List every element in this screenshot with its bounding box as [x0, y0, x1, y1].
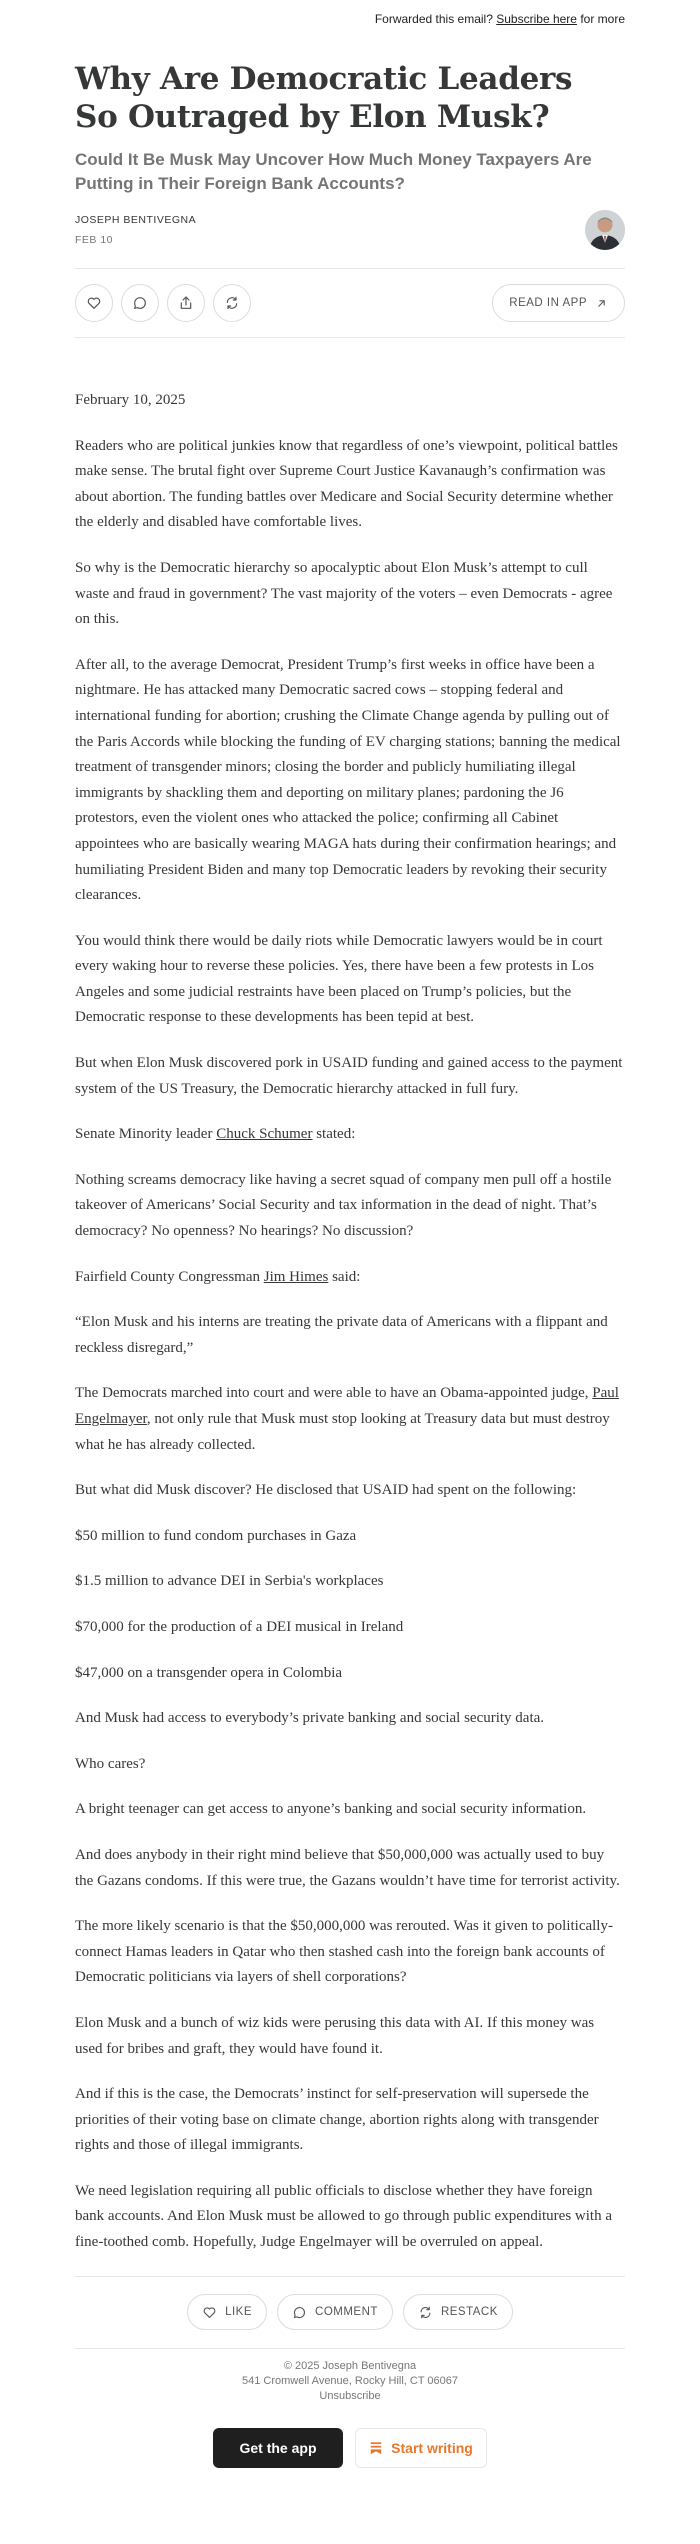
read-in-app-label: READ IN APP [509, 297, 587, 309]
post-date: FEB 10 [75, 234, 114, 246]
paragraph [75, 1381, 625, 1458]
footer-info [0, 2359, 700, 2404]
read-in-app-button[interactable] [492, 284, 625, 322]
copyright-text: © 2025 Joseph Bentivegna [283, 2359, 417, 2372]
chuck-schumer-link[interactable]: Chuck Schumer [216, 1126, 313, 1143]
byline-text [75, 214, 196, 246]
text: said: [332, 1268, 361, 1285]
arrow-up-right-icon [595, 297, 608, 310]
subscribe-link[interactable]: Subscribe here [496, 12, 577, 26]
paragraph: Readers who are political junkies know that regardless of one’s viewpoint, political battles make sense. The brutal fight over Supreme Court Justice Kavanaugh’s confirmation was about abortion. The funding battles over Medicare and Social Security determine whether the elderly and disabled have comfortable lives. [75, 437, 618, 531]
get-app-button[interactable]: Get the app [213, 2428, 343, 2468]
footer-actions [75, 2276, 625, 2349]
substack-logo-icon [369, 2441, 383, 2455]
post-actions [75, 268, 625, 338]
paragraph: February 10, 2025 [75, 392, 186, 408]
like-button[interactable] [75, 284, 113, 322]
post-body [0, 338, 700, 2256]
text: Senate Minority leader [75, 1126, 213, 1143]
paragraph: $70,000 for the production of a DEI musical in Ireland [75, 1618, 404, 1635]
paragraph [75, 1265, 625, 1291]
start-writing-button[interactable] [355, 2428, 487, 2468]
footer-restack-button[interactable] [403, 2294, 513, 2330]
paragraph: And if this is the case, the Democrats’ instinct for self-preservation will supersede the priorities of their voting base on climate change, abortion rights along with transgender rights and those of illegal immigrants. [75, 2086, 599, 2154]
start-writing-label: Start writing [391, 2439, 473, 2456]
forward-suffix: for more [580, 12, 625, 26]
text: , not only rule that Musk must stop looking at Treasury data but must destroy what he has already collected. [75, 1411, 610, 1453]
avatar[interactable] [585, 210, 625, 250]
paragraph: So why is the Democratic hierarchy so apocalyptic about Elon Musk’s attempt to cull waste and fraud in government? The vast majority of the voters – even Democrats - agree on this. [75, 559, 613, 628]
footer-like-button[interactable] [187, 2294, 267, 2330]
post-header [0, 30, 700, 338]
jim-himes-link[interactable]: Jim Himes [263, 1268, 329, 1285]
paragraph: But what did Musk discover? He disclosed that USAID had spent on the following: [75, 1482, 577, 1499]
paul-engelmayer-link[interactable]: Paul Engelmayer [75, 1385, 619, 1427]
paragraph: And Musk had access to everybody’s private banking and social security data. [75, 1710, 545, 1727]
restack-button[interactable] [213, 284, 251, 322]
paragraph: $1.5 million to advance DEI in Serbia's workplaces [75, 1573, 384, 1590]
byline [75, 208, 625, 252]
restack-label: RESTACK [440, 2306, 498, 2319]
comment-label: COMMENT [315, 2306, 378, 2319]
paragraph: Nothing screams democracy like having a secret squad of company men pull off a hostile takeover of Americans’ Social Security and tax information in the dead of night. That’s democracy? No openness? No hearings? No discussion? [75, 1171, 612, 1240]
footer-comment-button[interactable] [277, 2294, 393, 2330]
comment-button[interactable] [121, 284, 159, 322]
share-icon [178, 295, 194, 311]
paragraph: Who cares? [75, 1755, 146, 1772]
paragraph: We need legislation requiring all public officials to disclose whether they have foreign bank accounts. And Elon Musk must be allowed to go through public expenditures with a fine-toothed comb. Hopefully, Judge Engelmayer will be overruled on appeal. [75, 2182, 612, 2251]
paragraph: The more likely scenario is that the $50,000,000 was rerouted. Was it given to politically-connect Hamas leaders in Qatar who then stashed cash into the foreign bank accounts of Democratic politicians via layers of shell corporations? [75, 1918, 613, 1986]
comment-icon [292, 2305, 307, 2320]
text: The Democrats marched into court and were able to have an Obama-appointed judge, [75, 1385, 589, 1402]
forward-prefix: Forwarded this email? [374, 12, 493, 26]
text: Fairfield County Congressman [75, 1268, 260, 1285]
paragraph [75, 1122, 625, 1148]
call-to-action [0, 2428, 700, 2468]
address-text: 541 Cromwell Avenue, Rocky Hill, CT 06067 [241, 2374, 459, 2387]
paragraph: You would think there would be daily riots while Democratic lawyers would be in court every waking hour to reverse these policies. Yes, there have been a few protests in Los Angeles and some judicial restraints have been placed on Trump’s policies, but the Democratic response to these developments has been tepid at best. [75, 932, 603, 1026]
paragraph: And does anybody in their right mind believe that $50,000,000 was actually used to buy the Gazans condoms. If this were true, the Gazans wouldn’t have time for terrorist activity. [75, 1846, 620, 1889]
author-name[interactable]: JOSEPH BENTIVEGNA [75, 214, 197, 226]
post-title[interactable]: Why Are Democratic Leaders So Outraged by Elon Musk? [75, 61, 573, 135]
paragraph: “Elon Musk and his interns are treating the private data of Americans with a flippant and reckless disregard,” [75, 1314, 608, 1356]
paragraph: A bright teenager can get access to anyone’s banking and social security information. [75, 1801, 587, 1818]
heart-icon [202, 2305, 217, 2320]
heart-icon [86, 295, 102, 311]
like-label: LIKE [225, 2306, 253, 2319]
restack-icon [418, 2305, 433, 2320]
text: stated: [316, 1126, 356, 1143]
author-photo [585, 210, 625, 250]
post-subtitle: Could It Be Musk May Uncover How Much Money Taxpayers Are Putting in Their Foreign Bank Accounts? [75, 150, 592, 193]
share-button[interactable] [167, 284, 205, 322]
forward-notice [0, 0, 700, 30]
unsubscribe-link[interactable]: Unsubscribe [319, 2389, 381, 2402]
paragraph: Elon Musk and a bunch of wiz kids were perusing this data with AI. If this money was used for bribes and graft, they would have found it. [75, 2014, 595, 2057]
restack-icon [224, 295, 240, 311]
action-buttons [75, 284, 251, 322]
paragraph: $50 million to fund condom purchases in Gaza [75, 1527, 357, 1544]
paragraph: After all, to the average Democrat, President Trump’s first weeks in office have been a nightmare. He has attacked many Democratic sacred cows – stopping federal and international funding for abortion; crushing the Climate Change agenda by pulling out of the Paris Accords while blocking the funding of EV charging stations; banning the medical treatment of transgender minors; closing the border and publicly humiliating illegal immigrants by shackling them and deporting on military planes; pardoning the J6 protestors, even the violent ones who attacked the police; confirming all Cabinet appointees who are basically wearing MAGA hats during their confirmation hearings; and humiliating President Biden and many top Democratic leaders by revoking their security clearances. [75, 656, 621, 904]
comment-icon [132, 295, 148, 311]
paragraph: But when Elon Musk discovered pork in USAID funding and gained access to the payment system of the US Treasury, the Democratic hierarchy attacked in full fury. [75, 1055, 623, 1097]
paragraph: $47,000 on a transgender opera in Colombia [75, 1664, 343, 1681]
